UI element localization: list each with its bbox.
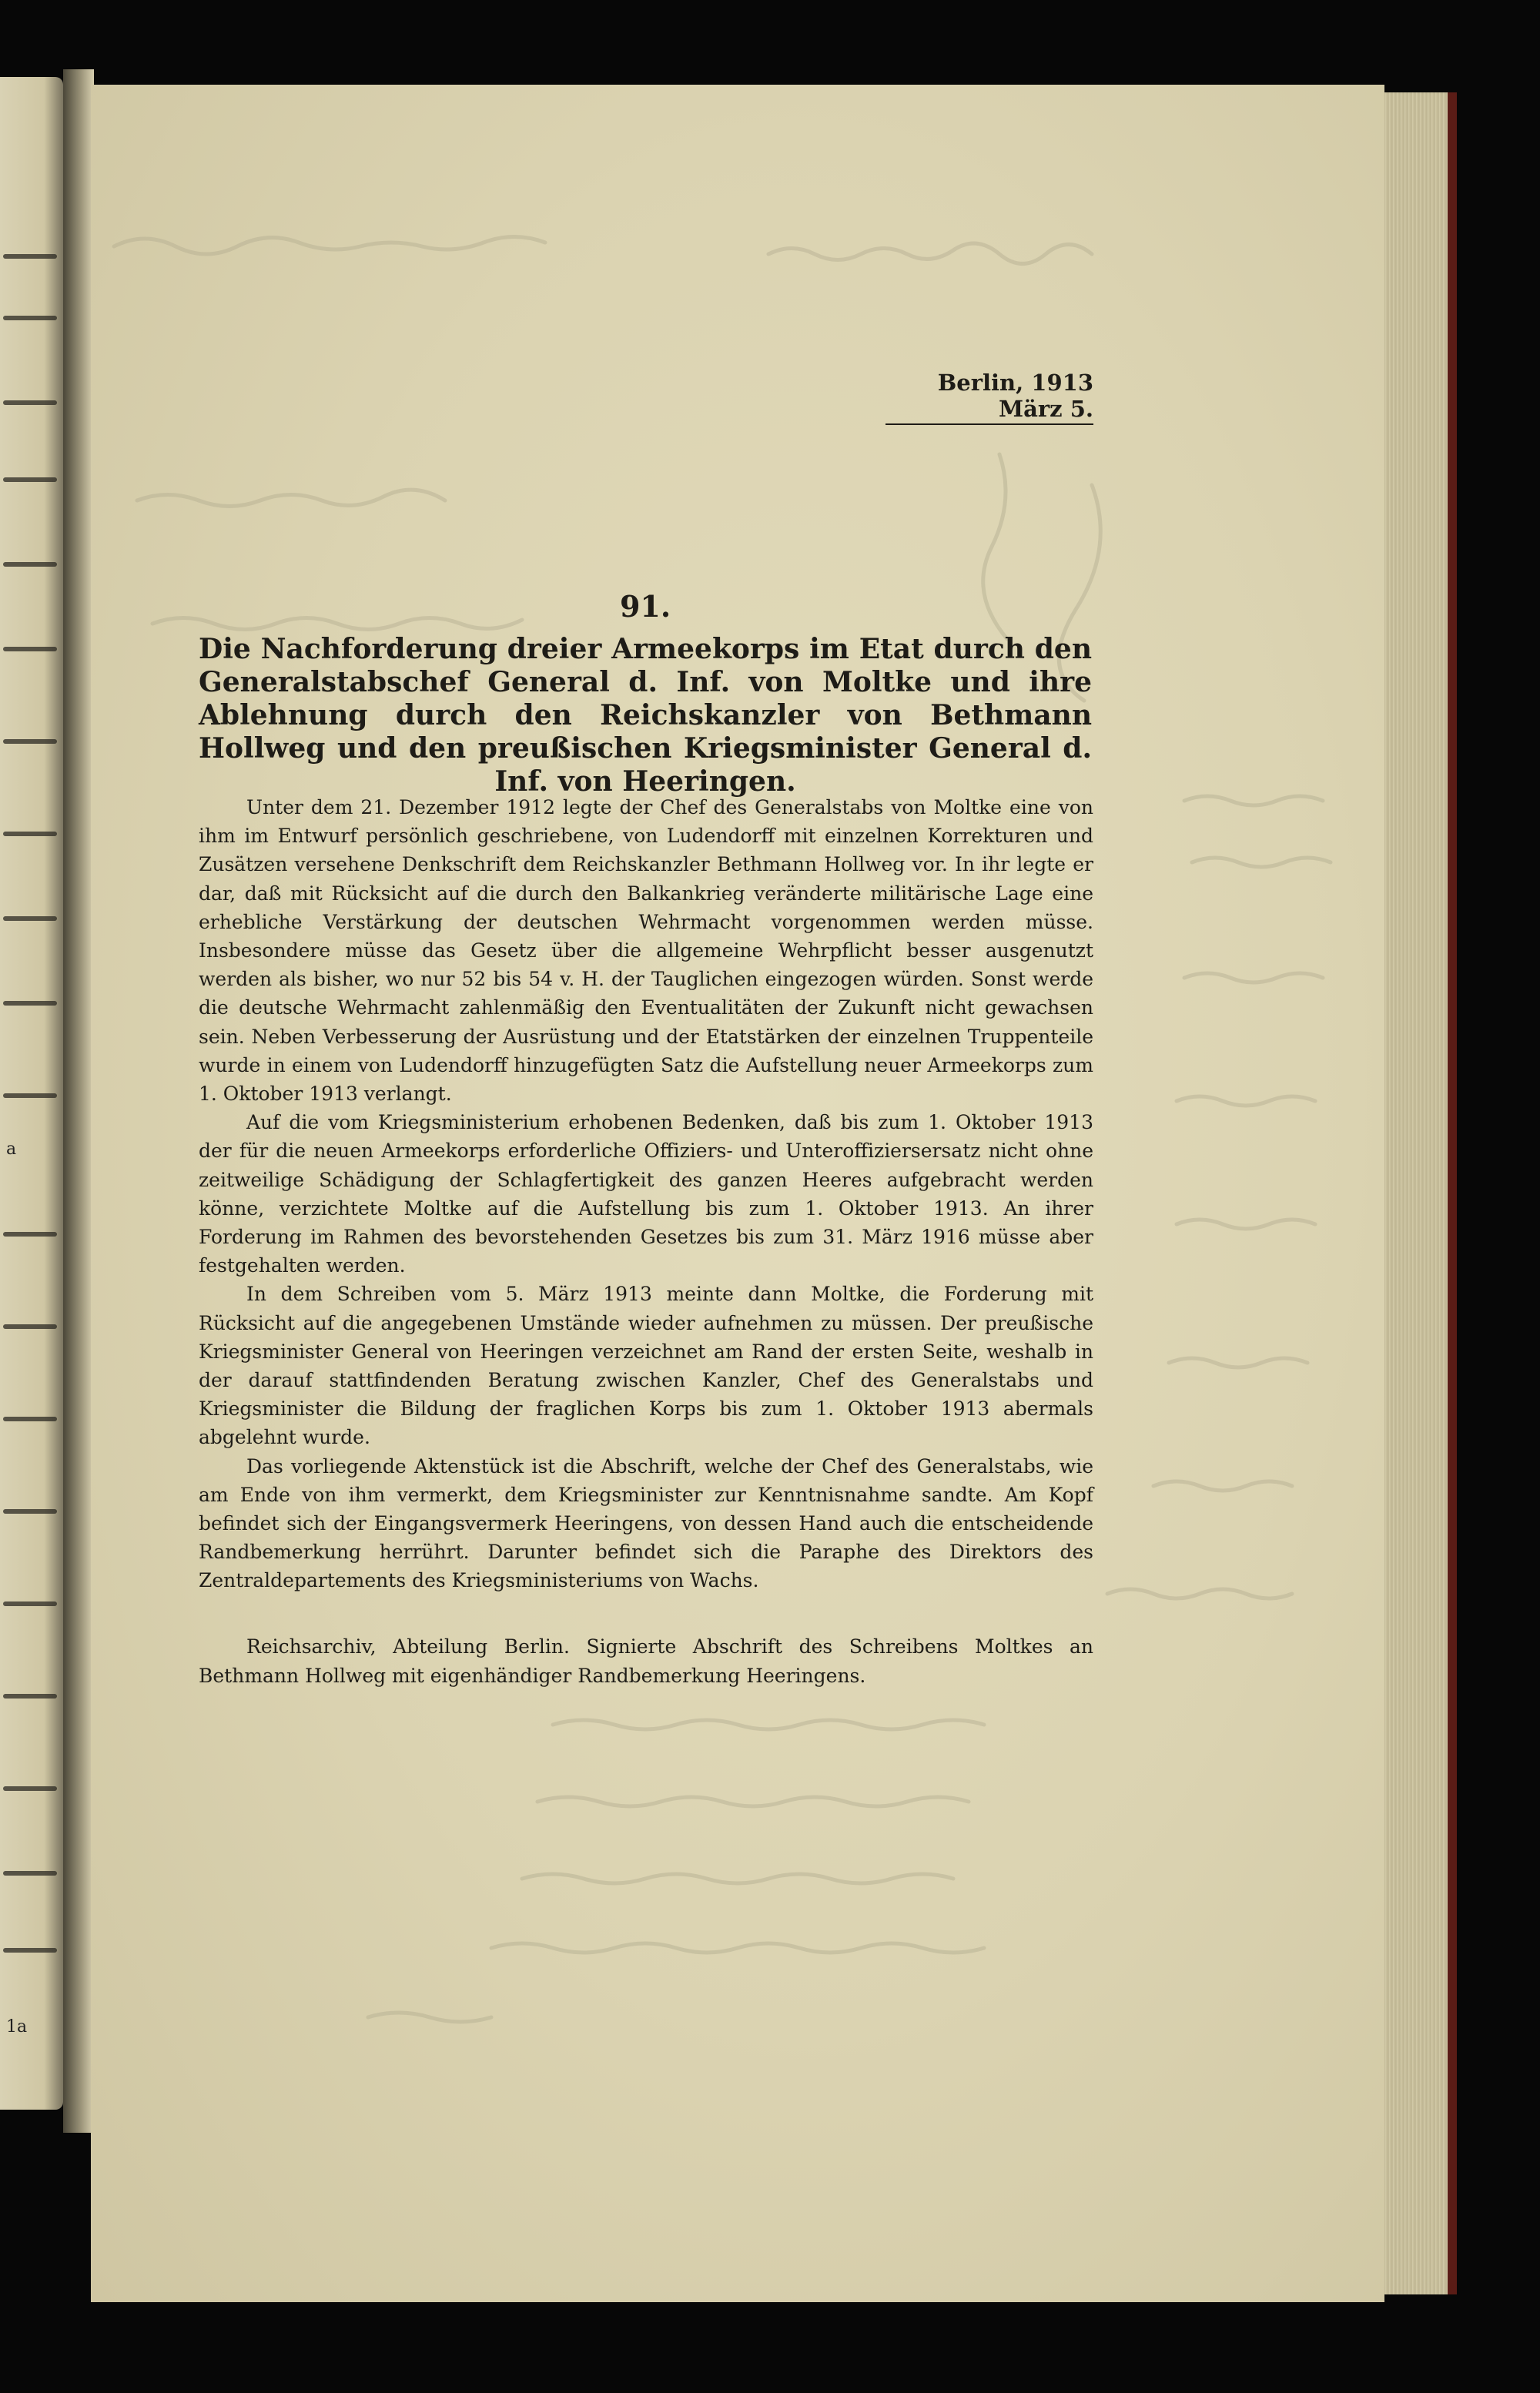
document-body [199, 793, 1093, 1595]
handwriting-stroke [3, 400, 57, 405]
body-paragraph: Auf die vom Kriegsministerium erhobenen Bedenken, daß bis zum 1. Oktober 1913 der für die neuen Armeekorps erforderliche Offiziers- und Unteroffiziersersatz nicht ohne zeitweilige Schädigung der Schlagfertigkeit des ganzen Heeres aufgebracht werden könne, verzichtete Moltke auf die Aufstellung bis zum 1. Oktober 1913. An ihrer Forderung im Rahmen des bevorstehenden Gesetzes bis zum 31. März 1916 müsse aber festgehalten werden. [199, 1111, 1093, 1277]
handwriting-stroke [3, 739, 57, 744]
document-number: 91. [619, 589, 671, 624]
left-page-marker: a [6, 1140, 17, 1159]
handwriting-stroke [3, 1417, 57, 1421]
handwriting-stroke [3, 916, 57, 921]
handwriting-stroke [3, 832, 57, 836]
handwriting-stroke [3, 1509, 57, 1514]
body-paragraph: Das vorliegende Aktenstück ist die Abschrift, welche der Chef des Generalstabs, wie am Ende von ihm vermerkt, dem Kriegsminister zur Kenntnisnahme sandte. Am Kopf befindet sich der Eingangsvermerk Heeringens, von dessen Hand auch die entscheidende Randbemerkung herrührt. Darunter befindet sich die Paraphe des Direktors des Zentraldepartements des Kriegsministeriums von Wachs. [199, 1454, 1093, 1592]
handwriting-stroke [3, 316, 57, 320]
left-page-marker: 1a [6, 2017, 28, 2037]
document-dateline: Berlin, 1913 März 5. [886, 370, 1093, 425]
source-note: Reichsarchiv, Abteilung Berlin. Signierte Abschrift des Schreibens Moltkes an Bethmann Hollweg mit eigenhändiger Randbemerkung Heeringens. [199, 1635, 1093, 1687]
handwriting-stroke [3, 1093, 57, 1098]
handwriting-stroke [3, 1871, 57, 1876]
handwriting-stroke [3, 1948, 57, 1953]
handwriting-stroke [3, 254, 57, 259]
handwriting-stroke [3, 1601, 57, 1606]
body-paragraph: Unter dem 21. Dezember 1912 legte der Chef des Generalstabs von Moltke eine von ihm im Entwurf persönlich geschriebene, von Ludendorff mit einzelnen Korrekturen und Zusätzen versehene Denkschrift dem Reichskanzler Bethmann Hollweg vor. In ihr legte er dar, daß mit Rücksicht auf die durch den Balkankrieg veränderte militärische Lage eine erhebliche Verstärkung der deutschen Wehrmacht vorgenommen werden müsse. Insbesondere müsse das Gesetz über die allgemeine Wehrpflicht besser ausgenutzt werden als bisher, wo nur 52 bis 54 v. H. der Tauglichen eingezogen würden. Sonst werde die deutsche Wehrmacht zahlenmäßig den Eventualitäten der Zukunft nicht gewachsen sein. Neben Verbesserung der Ausrüstung und der Etatstärken der einzelnen Truppenteile wurde in einem von Ludendorff hinzugefügten Satz die Aufstellung neuer Armeekorps zum 1. Oktober 1913 verlangt. [199, 796, 1093, 1106]
handwriting-stroke [3, 1232, 57, 1237]
handwriting-stroke [3, 477, 57, 482]
handwriting-stroke [3, 647, 57, 651]
book-gutter [63, 69, 94, 2133]
handwriting-stroke [3, 1786, 57, 1791]
handwriting-stroke [3, 562, 57, 567]
handwriting-stroke [3, 1001, 57, 1006]
page-edges [1378, 92, 1457, 2294]
handwriting-stroke [3, 1324, 57, 1329]
body-paragraph: In dem Schreiben vom 5. März 1913 meinte dann Moltke, die Forderung mit Rücksicht auf die angegebenen Umstände wieder aufnehmen zu müssen. Der preußische Kriegsminister General von Heeringen verzeichnet am Rand der ersten Seite, weshalb in der darauf stattfindenden Beratung zwischen Kanzler, Chef des Generalstabs und Kriegsminister die Bildung der fraglichen Korps bis zum 1. Oktober 1913 abermals abgelehnt wurde. [199, 1283, 1093, 1449]
left-page-fragment [0, 77, 63, 2110]
handwriting-stroke [3, 1694, 57, 1699]
document-title: Die Nachforderung dreier Armeekorps im Etat durch den Generalstabschef General d. Inf. von Moltke und ihre Ablehnung durch den Reichskanzler von Bethmann Hollweg und den preußischen Kriegsminister General d. Inf. von Heeringen. [199, 633, 1092, 798]
